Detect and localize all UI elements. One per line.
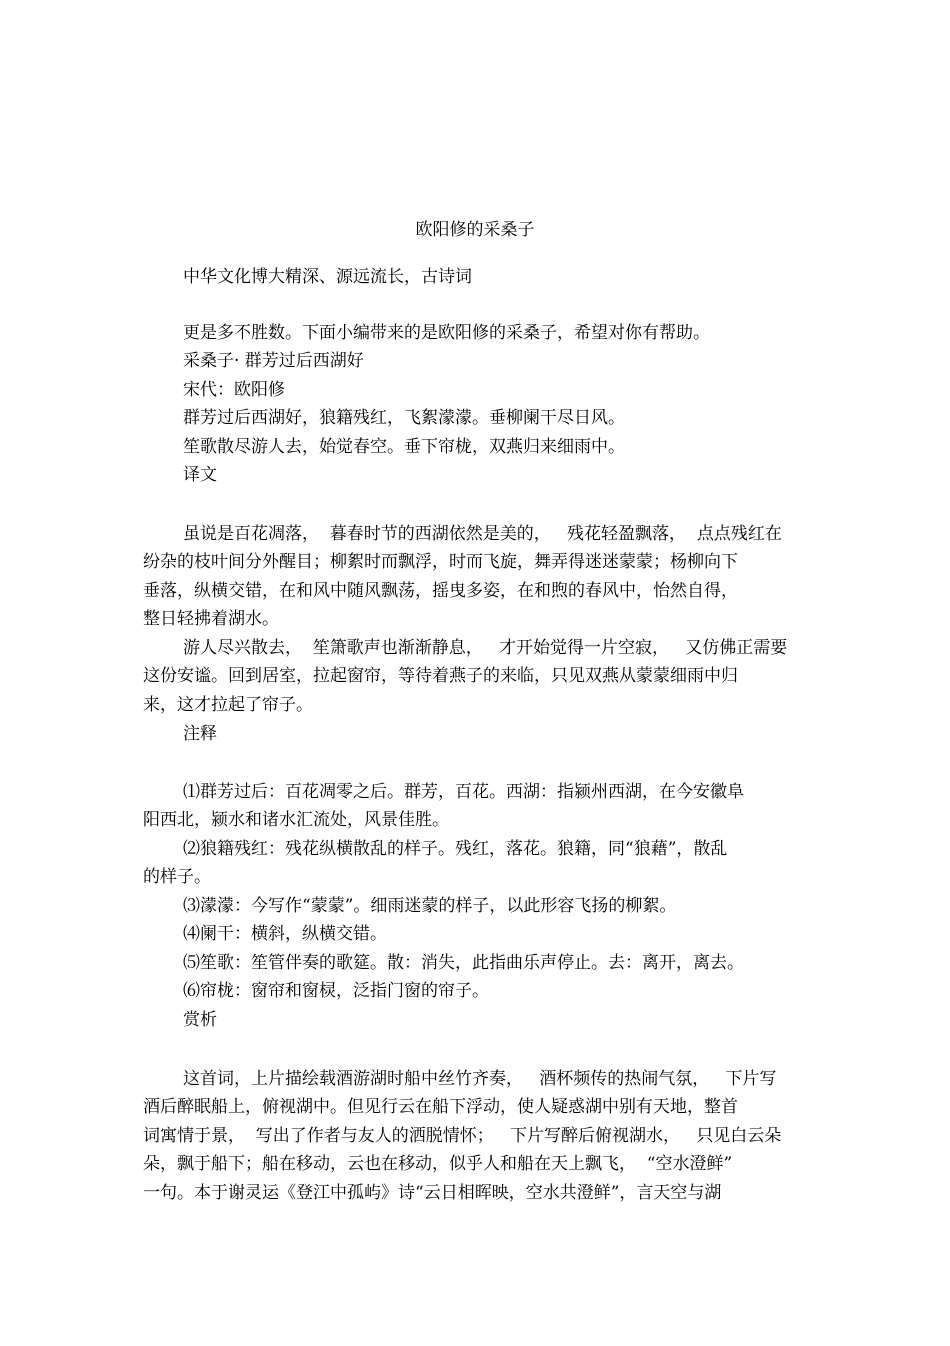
note-line: ⑴群芳过后：百花凋零之后。群芳，百花。西湖：指颍州西湖，在今安徽阜 (183, 782, 744, 802)
note-line: ⑸笙歌：笙管伴奏的歌筵。散：消失，此指曲乐声停止。去：离开，离去。 (183, 953, 744, 973)
text-line: 词寓情于景， 写出了作者与友人的洒脱情怀； 下片写醉后俯视湖水， 只见白云朵 (143, 1126, 782, 1146)
text-line: 游人尽兴散去， 笙箫歌声也渐渐静息， 才开始觉得一片空寂， 又仿佛正需要 (183, 638, 788, 658)
poem-line: 群芳过后西湖好，狼籍残红，飞絮濛濛。垂柳阑干尽日风。 (183, 408, 625, 428)
note-line: ⑷阑干：横斜，纵横交错。 (183, 924, 387, 944)
text-line: 纷杂的枝叶间分外醒目；柳絮时而飘浮，时而飞旋，舞弄得迷迷蒙蒙；杨柳向下 (143, 552, 738, 572)
section-heading-analysis: 赏析 (183, 1010, 217, 1030)
note-line: ⑶濛濛：今写作“蒙蒙”。细雨迷蒙的样子，以此形容飞扬的柳絮。 (183, 896, 677, 916)
note-line: ⑹帘栊：窗帘和窗棂，泛指门窗的帘子。 (183, 981, 489, 1001)
text-line: 虽说是百花凋落， 暮春时节的西湖依然是美的， 残花轻盈飘落， 点点残红在 (183, 524, 782, 544)
note-line: 阳西北，颍水和诸水汇流处，风景佳胜。 (143, 810, 449, 830)
poem-line: 笙歌散尽游人去，始觉春空。垂下帘栊，双燕归来细雨中。 (183, 437, 625, 457)
note-line: 的样子。 (143, 867, 211, 887)
section-heading-notes: 注释 (183, 724, 217, 744)
intro-line: 更是多不胜数。下面小编带来的是欧阳修的采桑子，希望对你有帮助。 (183, 323, 710, 343)
text-line: 一句。本于谢灵运《登江中孤屿》诗“云日相晖映，空水共澄鲜”，言天空与湖 (143, 1183, 722, 1203)
text-line: 这份安谧。回到居室，拉起窗帘，等待着燕子的来临，只见双燕从蒙蒙细雨中归 (143, 666, 738, 686)
intro-line: 中华文化博大精深、源远流长，古诗词 (183, 267, 472, 287)
note-line: ⑵狼籍残红：残花纵横散乱的样子。残红，落花。狼籍，同“狼藉”，散乱 (183, 839, 728, 859)
text-line: 酒后醉眠船上，俯视湖中。但见行云在船下浮动，使人疑惑湖中别有天地，整首 (143, 1097, 738, 1117)
text-line: 来，这才拉起了帘子。 (143, 695, 313, 715)
page-title: 欧阳修的采桑子 (415, 220, 535, 240)
text-line: 这首词，上片描绘载酒游湖时船中丝竹齐奏， 酒杯频传的热闹气氛， 下片写 (183, 1069, 777, 1089)
section-heading-translation: 译文 (183, 465, 217, 485)
text-line: 整日轻拂着湖水。 (143, 609, 279, 629)
poem-heading: 采桑子· 群芳过后西湖好 (183, 351, 364, 371)
poem-author: 宋代：欧阳修 (183, 380, 285, 400)
text-line: 朵，飘于船下；船在移动，云也在移动，似乎人和船在天上飘飞， “空水澄鲜” (143, 1154, 733, 1174)
text-line: 垂落，纵横交错，在和风中随风飘荡，摇曳多姿，在和煦的春风中，怡然自得， (143, 581, 738, 601)
